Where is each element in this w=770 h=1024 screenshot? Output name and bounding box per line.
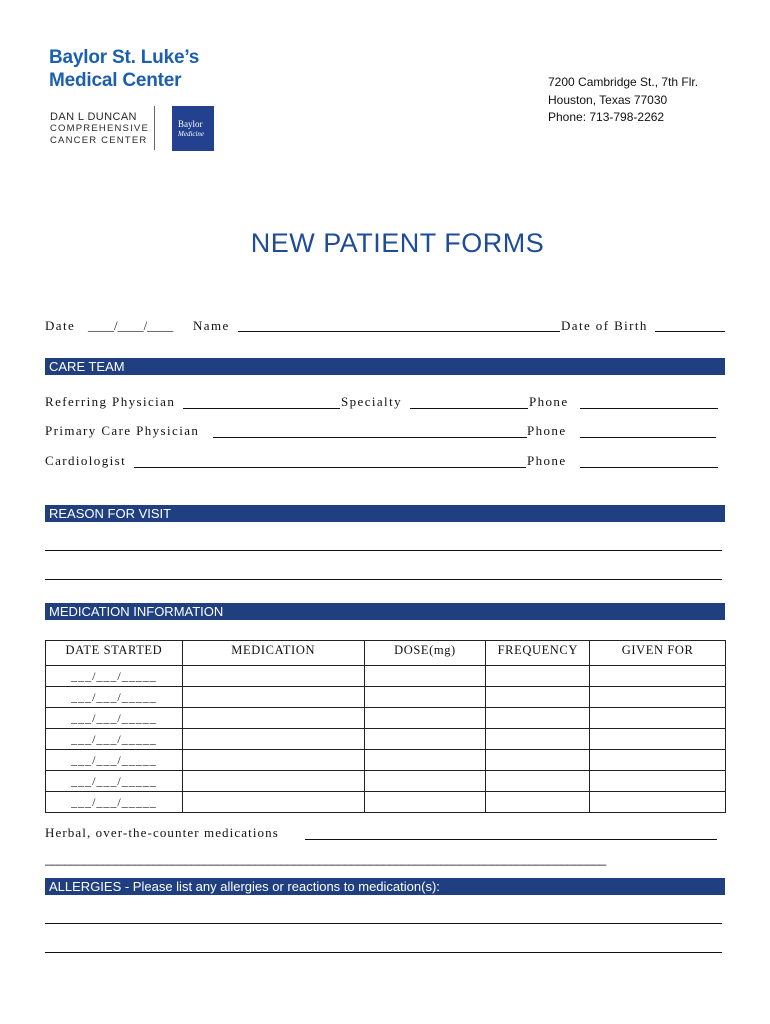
bcm-line-1: Baylor bbox=[178, 118, 203, 129]
address-city: Houston, Texas 77030 bbox=[548, 92, 668, 107]
date-started-cell[interactable]: ___/___/_____ bbox=[46, 666, 183, 687]
frequency-cell[interactable] bbox=[486, 729, 590, 750]
cancer-center-line-3: CANCER CENTER bbox=[50, 135, 148, 146]
dob-label: Date of Birth bbox=[561, 318, 648, 333]
given-for-cell[interactable] bbox=[590, 687, 726, 708]
medication-table bbox=[45, 640, 726, 813]
frequency-cell[interactable] bbox=[486, 750, 590, 771]
reason-for-visit-header: REASON FOR VISIT bbox=[45, 505, 725, 522]
cardiologist-phone-label: Phone bbox=[527, 453, 567, 468]
table-row bbox=[46, 708, 726, 729]
given-for-cell[interactable] bbox=[590, 792, 726, 813]
col-given-for: GIVEN FOR bbox=[590, 641, 726, 666]
allergies-line-2[interactable] bbox=[45, 952, 722, 953]
date-started-cell[interactable]: ___/___/_____ bbox=[46, 750, 183, 771]
given-for-cell[interactable] bbox=[590, 666, 726, 687]
cancer-center-line-1: DAN L DUNCAN bbox=[50, 111, 137, 123]
dose-cell[interactable] bbox=[364, 666, 486, 687]
medication-cell[interactable] bbox=[182, 687, 364, 708]
frequency-cell[interactable] bbox=[486, 771, 590, 792]
dose-cell[interactable] bbox=[364, 750, 486, 771]
medication-cell[interactable] bbox=[182, 729, 364, 750]
frequency-cell[interactable] bbox=[486, 687, 590, 708]
herbal-otc-label: Herbal, over-the-counter medications bbox=[45, 825, 279, 840]
baylor-medicine-logo bbox=[172, 106, 214, 151]
table-row bbox=[46, 771, 726, 792]
table-row bbox=[46, 729, 726, 750]
dob-field[interactable] bbox=[655, 331, 725, 332]
table-row bbox=[46, 666, 726, 687]
referring-physician-label: Referring Physician bbox=[45, 394, 176, 409]
logo-line-1: Baylor St. Luke’s bbox=[49, 47, 200, 68]
referring-phone-label: Phone bbox=[529, 394, 569, 409]
given-for-cell[interactable] bbox=[590, 708, 726, 729]
document-title: NEW PATIENT FORMS bbox=[250, 228, 545, 258]
table-row bbox=[46, 792, 726, 813]
address-phone: Phone: 713-798-2262 bbox=[548, 110, 665, 124]
cardiologist-label: Cardiologist bbox=[45, 453, 127, 468]
referring-phone-field[interactable] bbox=[580, 408, 718, 409]
given-for-cell[interactable] bbox=[590, 750, 726, 771]
given-for-cell[interactable] bbox=[590, 729, 726, 750]
date-started-cell[interactable]: ___/___/_____ bbox=[46, 729, 183, 750]
frequency-cell[interactable] bbox=[486, 792, 590, 813]
allergies-line-1[interactable] bbox=[45, 923, 722, 924]
pcp-label: Primary Care Physician bbox=[45, 423, 200, 438]
col-dose: DOSE(mg) bbox=[364, 641, 486, 666]
frequency-cell[interactable] bbox=[486, 666, 590, 687]
pcp-phone-label: Phone bbox=[527, 423, 567, 438]
name-label: Name bbox=[193, 318, 230, 333]
frequency-cell[interactable] bbox=[486, 708, 590, 729]
cancer-center-logo bbox=[50, 111, 149, 147]
care-team-header: CARE TEAM bbox=[45, 358, 725, 375]
given-for-cell[interactable] bbox=[590, 771, 726, 792]
medication-cell[interactable] bbox=[182, 666, 364, 687]
date-label: Date bbox=[45, 318, 76, 333]
date-started-cell[interactable]: ___/___/_____ bbox=[46, 771, 183, 792]
medication-cell[interactable] bbox=[182, 792, 364, 813]
herbal-otc-field[interactable] bbox=[305, 839, 717, 840]
bcm-line-2: Medicine bbox=[178, 129, 205, 138]
logo-line-2: Medical Center bbox=[49, 70, 182, 91]
reason-line-1[interactable] bbox=[45, 550, 722, 551]
col-medication: MEDICATION bbox=[182, 641, 364, 666]
pcp-field[interactable] bbox=[213, 437, 527, 438]
hospital-logo bbox=[49, 46, 199, 92]
cardiologist-phone-field[interactable] bbox=[580, 467, 718, 468]
address-block bbox=[548, 74, 698, 127]
dose-cell[interactable] bbox=[364, 792, 486, 813]
dose-cell[interactable] bbox=[364, 687, 486, 708]
name-field[interactable] bbox=[238, 331, 560, 332]
medication-table-header-row bbox=[46, 641, 726, 666]
date-started-cell[interactable]: ___/___/_____ bbox=[46, 708, 183, 729]
medication-info-header: MEDICATION INFORMATION bbox=[45, 603, 725, 620]
specialty-field[interactable] bbox=[410, 408, 528, 409]
date-started-cell[interactable]: ___/___/_____ bbox=[46, 687, 183, 708]
medication-cell[interactable] bbox=[182, 708, 364, 729]
logo-divider bbox=[154, 106, 155, 150]
medication-cell[interactable] bbox=[182, 750, 364, 771]
cardiologist-field[interactable] bbox=[134, 467, 526, 468]
dose-cell[interactable] bbox=[364, 729, 486, 750]
date-started-cell[interactable]: ___/___/_____ bbox=[46, 792, 183, 813]
dose-cell[interactable] bbox=[364, 708, 486, 729]
dose-cell[interactable] bbox=[364, 771, 486, 792]
table-row bbox=[46, 750, 726, 771]
referring-physician-field[interactable] bbox=[183, 408, 340, 409]
col-date-started: DATE STARTED bbox=[46, 641, 183, 666]
date-field[interactable]: ____/____/____ bbox=[88, 318, 174, 333]
specialty-label: Specialty bbox=[341, 394, 402, 409]
pcp-phone-field[interactable] bbox=[580, 437, 716, 438]
allergies-header: ALLERGIES - Please list any allergies or reactions to medication(s): bbox=[45, 878, 725, 895]
col-frequency: FREQUENCY bbox=[486, 641, 590, 666]
address-street: 7200 Cambridge St., 7th Flr. bbox=[548, 75, 699, 89]
reason-line-2[interactable] bbox=[45, 579, 722, 580]
cancer-center-line-2: COMPREHENSIVE bbox=[50, 123, 150, 134]
herbal-otc-extra-line[interactable]: ________________________________________________________________________________________ bbox=[45, 852, 606, 866]
medication-cell[interactable] bbox=[182, 771, 364, 792]
table-row bbox=[46, 687, 726, 708]
